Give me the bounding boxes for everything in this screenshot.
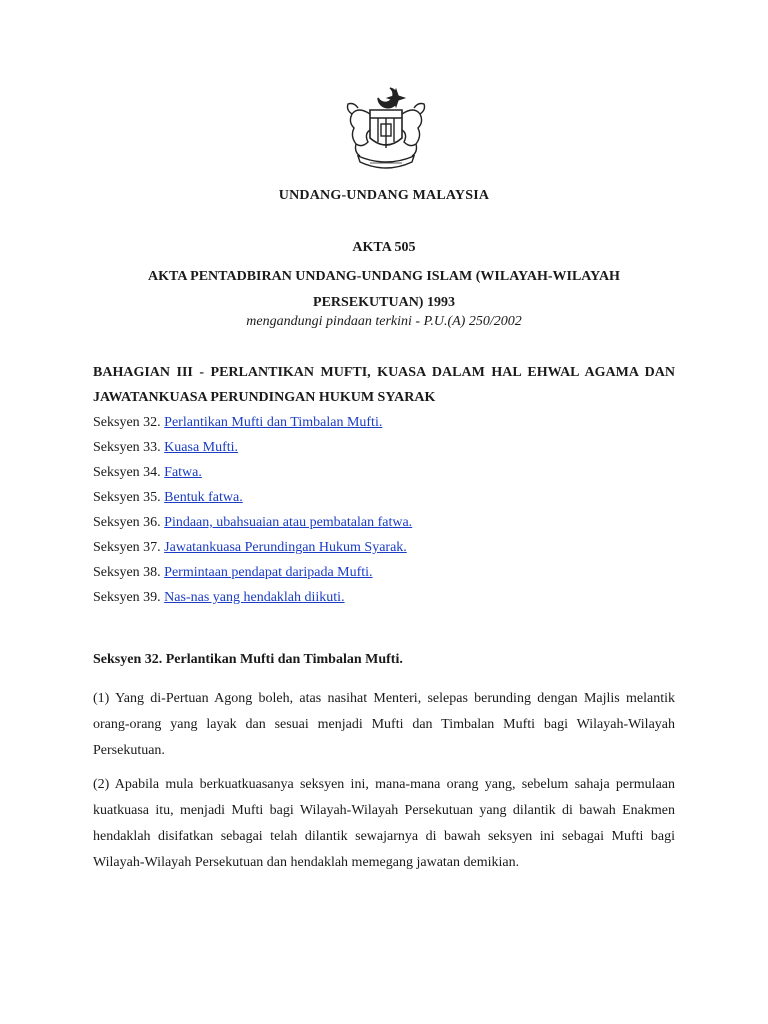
section-number: Seksyen 36. — [93, 515, 161, 530]
list-item — [93, 435, 675, 460]
section-number: Seksyen 35. — [93, 490, 161, 505]
section-paragraph-1: (1) Yang di-Pertuan Agong boleh, atas nasihat Menteri, selepas berunding dengan Majlis melantik orang-orang yang layak dan sesuai menjadi Mufti dan Timbalan Mufti bagi Wilayah-Wilayah Persekutuan. — [93, 691, 675, 758]
section-link[interactable]: Perlantikan Mufti dan Timbalan Mufti. — [164, 415, 383, 430]
section-number: Seksyen 38. — [93, 565, 161, 580]
section-link[interactable]: Jawatankuasa Perundingan Hukum Syarak. — [164, 540, 407, 555]
section-link[interactable]: Pindaan, ubahsuaian atau pembatalan fatwa. — [164, 515, 413, 530]
list-item — [93, 510, 675, 535]
section-number: Seksyen 34. — [93, 465, 161, 480]
malaysia-coat-of-arms-icon — [340, 84, 432, 172]
section-link[interactable]: Permintaan pendapat daripada Mufti. — [164, 565, 373, 580]
section-paragraph-2: (2) Apabila mula berkuatkuasanya seksyen ini, mana-mana orang yang, sebelum sahaja permulaan kuatkuasa itu, menjadi Mufti bagi Wilayah-Wilayah Persekutuan yang dilantik di bawah Enakmen hendaklah disifatkan sebagai telah dilantik sewajarnya di bawah seksyen ini sebagai Mufti bagi Wilayah-Wilayah Persekutuan dan hendaklah memegang jawatan demikian. — [93, 777, 675, 870]
amendment-note: mengandungi pindaan terkini - P.U.(A) 250/2002 — [246, 314, 522, 329]
section-number: Seksyen 33. — [93, 440, 161, 455]
list-item — [93, 485, 675, 510]
section-number: Seksyen 37. — [93, 540, 161, 555]
list-item — [93, 410, 675, 435]
list-item — [93, 560, 675, 585]
act-name: AKTA PENTADBIRAN UNDANG-UNDANG ISLAM (WILAYAH-WILAYAH PERSEKUTUAN) 1993 — [148, 269, 620, 310]
part-title: BAHAGIAN III - PERLANTIKAN MUFTI, KUASA DALAM HAL EHWAL AGAMA DAN JAWATANKUASA PERUNDINGAN HUKUM SYARAK — [93, 365, 675, 405]
document-title: UNDANG-UNDANG MALAYSIA — [278, 188, 490, 203]
list-item — [93, 535, 675, 560]
section-number: Seksyen 32. — [93, 415, 161, 430]
section-link[interactable]: Nas-nas yang hendaklah diikuti. — [164, 590, 345, 605]
section-number: Seksyen 39. — [93, 590, 161, 605]
section-list — [93, 410, 675, 610]
section-link[interactable]: Fatwa. — [164, 465, 202, 480]
act-number: AKTA 505 — [352, 240, 416, 255]
section-link[interactable]: Kuasa Mufti. — [164, 440, 239, 455]
list-item — [93, 460, 675, 485]
section-link[interactable]: Bentuk fatwa. — [164, 490, 243, 505]
section-heading: Seksyen 32. Perlantikan Mufti dan Timbalan Mufti. — [93, 652, 403, 667]
list-item — [93, 585, 675, 610]
